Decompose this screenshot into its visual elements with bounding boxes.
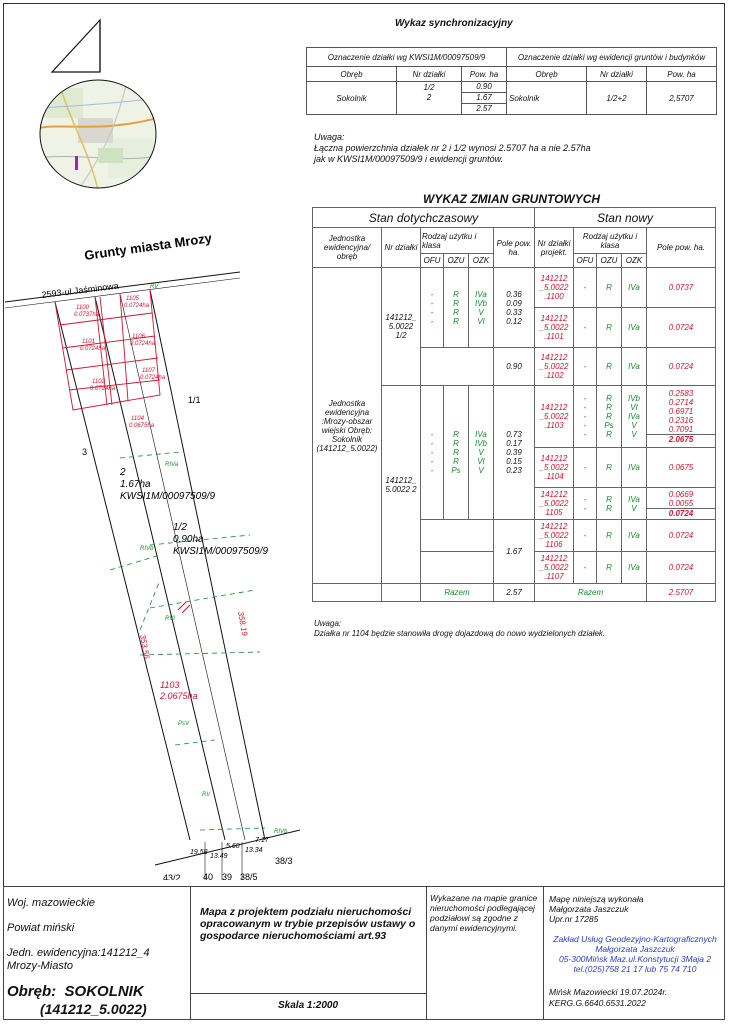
new-ozu-7: R	[597, 552, 622, 584]
use-rIVa: RIVa	[165, 462, 179, 468]
dim-13a: 13.49	[210, 853, 228, 860]
razem-new-label: Razem	[535, 584, 647, 602]
made-by: Mapę niniejszą wykonała Małgorzata Jaszczuk Upr.nr 17285	[549, 894, 644, 924]
col-obreb: Obręb	[307, 67, 397, 82]
use-psV: PsV	[178, 721, 190, 727]
locator-map	[38, 78, 158, 190]
old2-ozk: IVa IVb V VI V	[469, 386, 494, 520]
p1105: 1105	[126, 296, 139, 302]
old1-sum: 0.90	[494, 348, 535, 386]
old2-ozu: R R R R Ps	[444, 386, 469, 520]
verify-note: Wykazane na mapie granice nieruchomości podlegającej podziałowi są zgodne z danymi ewidencyjnymi.	[430, 893, 538, 933]
old1-ozu: R R R R	[444, 268, 469, 348]
new-ofu-3: - - - - -	[574, 386, 597, 448]
new-ozu-1: R	[597, 308, 622, 348]
new-nr-1: 141212 _5.0022 .1101	[535, 308, 574, 348]
p1101: 1101	[82, 339, 95, 345]
grunty-label: Grunty miasta Mrozy	[83, 230, 213, 263]
title-block-divider-1	[190, 886, 191, 1020]
new-total-2: 0.0724	[647, 348, 716, 386]
north-arrow-icon	[48, 18, 108, 78]
p1103-area: 2.0675ha	[160, 691, 198, 701]
plot-43-2: 43/2	[163, 873, 181, 880]
sync-obreb: Sokolnik	[307, 82, 397, 115]
new-nr-5: 141212 _5.0022 1105	[535, 488, 574, 520]
changes-title: WYKAZ ZMIAN GRUNTOWYCH	[423, 192, 601, 206]
sync-right-header: Oznaczenie działki wg ewidencji gruntów i budynków	[507, 48, 717, 67]
p1100: 1100	[76, 305, 89, 311]
new-total-1: 0.0724	[647, 308, 716, 348]
plot-1-1: 1/1	[188, 395, 201, 405]
plot-2-area: 1.67ha	[120, 479, 151, 490]
new-ozu-5: R R	[597, 488, 622, 520]
stan-dot: Stan dotychczasowy	[313, 208, 535, 228]
use-rVI: RVI	[165, 616, 175, 622]
new-ozu-6: R	[597, 520, 622, 552]
jedn-text: Jednostka ewidencyjna :Mrozy-obszar wiejski Obręb: Sokolnik (141212_5.0022)	[313, 268, 382, 584]
p1103: 1103	[160, 680, 180, 690]
woj: Woj. mazowieckie	[7, 897, 96, 909]
new-ofu-4: -	[574, 448, 597, 488]
razem-old: 2.57	[494, 584, 535, 602]
h-nr-proj: Nr działki projekt.	[535, 228, 574, 268]
sync-pow: 0.90 1.67 2.57	[462, 82, 507, 115]
new-ofu-5: - -	[574, 488, 597, 520]
new-total-4: 0.0675	[647, 448, 716, 488]
p1100-area: 0.0737ha	[74, 312, 100, 318]
title-block-divider-2	[426, 886, 427, 1020]
note1: Uwaga: Łączna powierzchnia działek nr 2 i 1/2 wynosi 2.5707 ha a nie 2.57ha jak w KWSI1M/00097509/9 i ewidencji gruntów.	[314, 132, 591, 164]
new-nr-6: 141212 _5.0022 1106	[535, 520, 574, 552]
col-nr: Nr działki	[397, 67, 462, 82]
h-ozu2: OZU	[597, 254, 622, 268]
new-nr-7: 141212 _5.0022 .1107	[535, 552, 574, 584]
old2-ofu: - - - - -	[421, 386, 444, 520]
plot-38-5: 38/5	[240, 872, 258, 880]
old2-sum: 1.67	[494, 520, 535, 584]
plot-3: 3	[82, 447, 88, 457]
p1104-area: 0.0675ha	[129, 423, 155, 429]
new-ozk-0: IVa	[622, 268, 647, 308]
new-total-6: 0.0724	[647, 520, 716, 552]
p1101-area: 0.0724ha	[80, 346, 106, 352]
new-ofu-7: -	[574, 552, 597, 584]
h-ofu2: OFU	[574, 254, 597, 268]
new-ozk-1: IVa	[622, 308, 647, 348]
new-total-7: 0.0724	[647, 552, 716, 584]
plot-12-area: 0.90ha	[173, 534, 204, 545]
h-rodzaj2: Rodzaj użytku i klasa	[574, 228, 647, 254]
new-pow-5: 0.0669 0.0055 0.0724	[647, 488, 716, 520]
sync-r-obreb: Sokolnik	[507, 82, 587, 115]
sync-r-pow: 2,5707	[647, 82, 717, 115]
h-nr: Nr działki	[382, 228, 421, 268]
p1107: 1107	[142, 368, 155, 374]
new-ofu-1: -	[574, 308, 597, 348]
plot-39: 39	[222, 872, 233, 880]
new-nr-4: 141212 _5.0022 .1104	[535, 448, 574, 488]
p1104: 1104	[131, 416, 144, 422]
h-ozk: OZK	[469, 254, 494, 268]
note2: Uwaga: Działka nr 1104 będzie stanowiła drogę dojazdową do nowo wydzielonych działek.	[314, 619, 606, 638]
street-label: 2593-ul.Jaśminowa	[41, 280, 120, 300]
use-rIVb2: RIVb	[274, 829, 288, 835]
plot-40: 40	[203, 872, 214, 880]
dim-5: 5.60	[226, 843, 240, 850]
new-ofu-2: -	[574, 348, 597, 386]
obreb-name: SOKOLNIK	[64, 983, 144, 1000]
h-ofu: OFU	[421, 254, 444, 268]
old2-pow: 0.73 0.17 0.39 0.15 0.23	[494, 386, 535, 520]
dim-13b: 13.34	[245, 847, 263, 854]
new-ofu-0: -	[574, 268, 597, 308]
powiat: Powiat miński	[7, 922, 75, 934]
col-obreb-r: Obręb	[507, 67, 587, 82]
new-nr-0: 141212 _5.0022 .1100	[535, 268, 574, 308]
old1-ofu: - - - -	[421, 268, 444, 348]
dim-353: 353.56	[138, 633, 152, 660]
col-nr-r: Nr działki	[587, 67, 647, 82]
old1-pow: 0.36 0.09 0.33 0.12	[494, 268, 535, 348]
kerg: KERG.G.6640.6531.2022	[549, 998, 646, 1008]
h-rodzaj: Rodzaj użytku i klasa	[421, 228, 494, 254]
sync-nr: 1/2 2	[397, 82, 462, 115]
h-jedn: Jednostka ewidencyjna/ obręb	[313, 228, 382, 268]
sync-left-header: Oznaczenie działki wg KWSI1M/00097509/9	[307, 48, 507, 67]
use-rV: RV	[202, 792, 211, 798]
jedn: Jedn. ewidencyjna:141212_4	[7, 947, 150, 959]
dim-358: 358.19	[236, 610, 250, 637]
plot-2-label: 2	[120, 467, 126, 478]
new-nr-3: 141212 _5.0022 .1103	[535, 386, 574, 448]
plot-38-3: 38/3	[275, 856, 293, 866]
h-pole: Pole pow. ha.	[494, 228, 535, 268]
new-total-0: 0.0737	[647, 268, 716, 308]
plot-2-kw: KWSI1M/00097509/9	[120, 491, 216, 502]
new-ofu-6: -	[574, 520, 597, 552]
h-ozu: OZU	[444, 254, 469, 268]
new-ozu-2: R	[597, 348, 622, 386]
changes-table	[312, 207, 716, 602]
old2-nr: 141212_ 5.0022 2	[382, 386, 421, 584]
new-ozk-2: IVa	[622, 348, 647, 386]
new-ozk-7: IVa	[622, 552, 647, 584]
col-pow: Pow. ha	[462, 67, 507, 82]
new-ozk-6: IVa	[622, 520, 647, 552]
firm-stamp: Zakład Usług Geodezyjno-Kartograficznych Małgorzata Jaszczuk 05-300Mińsk Maz.ul.Konstytucji 3Maja 2 tel.(025)758 21 17 lub 75 74 710	[553, 934, 717, 974]
new-ozu-4: R	[597, 448, 622, 488]
use-rIVb: RIVb	[140, 546, 154, 552]
razem-new: 2.5707	[647, 584, 716, 602]
razem-old-label: Razem	[421, 584, 494, 602]
stan-nowy: Stan nowy	[535, 208, 716, 228]
cadastral-map	[0, 230, 310, 880]
new-ozu-0: R	[597, 268, 622, 308]
p1102: 1102	[92, 379, 105, 385]
dim-19: 19.58	[190, 849, 208, 856]
h-pole2: Pole pow. ha.	[647, 228, 716, 268]
new-nr-2: 141212 _5.0022 .1102	[535, 348, 574, 386]
map-title: Mapa z projektem podziału nieruchomości opracowanym w trybie przepisów ustawy o gospodarce nieruchomościami art.93	[200, 906, 416, 942]
new-ozu-3: R R R Ps R	[597, 386, 622, 448]
new-pow-3: 0.2583 0.2714 0.6971 0.2316 0.7091 2.0675	[647, 386, 716, 448]
plot-12-kw: KWSI1M/00097509/9	[173, 546, 269, 557]
col-pow-r: Pow. ha	[647, 67, 717, 82]
sync-table	[306, 47, 717, 115]
jedn2: Mrozy-Miasto	[7, 960, 74, 972]
sync-title: Wykaz synchronizacyjny	[395, 18, 513, 29]
p1106-area: 0.0724ha	[130, 341, 156, 347]
scale: Skala 1:2000	[278, 1000, 339, 1011]
title-block-divider-4	[190, 993, 426, 994]
obreb-code: (141212_5.0022)	[40, 1001, 147, 1017]
dim-7: 7.17	[255, 837, 269, 844]
sync-r-nr: 1/2+2	[587, 82, 647, 115]
p1107-area: 0.0724ha	[140, 375, 166, 381]
place-date: Mińsk Mazowiecki 19.07.2024r.	[549, 987, 668, 997]
old1-ozk: IVa IVb V VI	[469, 268, 494, 348]
use-rV2: RV	[150, 284, 159, 290]
plot-12-label: 1/2	[173, 522, 187, 533]
old1-nr: 141212_ 5.0022 1/2	[382, 268, 421, 386]
obreb-label: Obręb: SOKOLNIK	[7, 983, 144, 1000]
new-ozk-5: IVa V	[622, 488, 647, 520]
p1106: 1106	[132, 334, 145, 340]
new-ozk-4: IVa	[622, 448, 647, 488]
p1105-area: 0.0724ha	[124, 303, 150, 309]
h-ozk2: OZK	[622, 254, 647, 268]
title-block-divider-3	[543, 886, 544, 1020]
p1102-area: 0.0724ha	[90, 386, 116, 392]
new-ozk-3: IVb VI IVa V V	[622, 386, 647, 448]
